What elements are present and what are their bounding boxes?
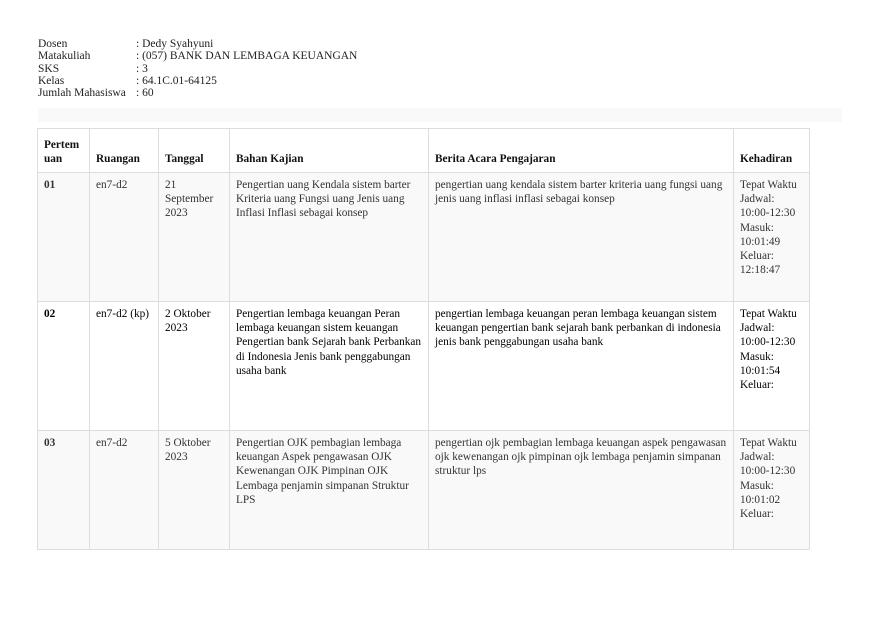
col-header-kehadiran: Kehadiran [734, 129, 810, 173]
table-row [38, 431, 810, 550]
kehadiran-status: Tepat Waktu [740, 179, 797, 191]
matakuliah-value: : (057) BANK DAN LEMBAGA KEUANGAN [136, 50, 358, 63]
header-matakuliah [38, 50, 357, 62]
cell-tanggal: 2 Oktober 2023 [159, 302, 230, 431]
col-header-ruangan: Ruangan [90, 129, 159, 173]
cell-bahan-kajian: Pengertian OJK pembagian lembaga keuangan Aspek pengawasan OJK Kewenangan OJK Pimpinan OJK Lembaga penjamin simpanan Struktur LPS [230, 431, 429, 550]
cell-kehadiran [734, 173, 810, 302]
cell-kehadiran [734, 431, 810, 550]
cell-berita-acara: pengertian uang kendala sistem barter kriteria uang fungsi uang jenis uang inflasi inflasi sebagai konsep [429, 173, 734, 302]
cell-kehadiran [734, 302, 810, 431]
jumlah-mahasiswa-value: : 60 [136, 87, 154, 100]
kehadiran-jadwal: Jadwal: 10:00-12:30 [740, 451, 796, 478]
kehadiran-masuk: Masuk: 10:01:02 [740, 479, 781, 506]
header-jumlah-mahasiswa [38, 87, 357, 99]
kehadiran-jadwal: Jadwal: 10:00-12:30 [740, 193, 796, 220]
cell-pertemuan: 02 [38, 302, 90, 431]
dosen-value: : Dedy Syahyuni [136, 38, 214, 50]
col-header-pertemuan: Pertem uan [38, 129, 90, 173]
sks-label: SKS [38, 62, 60, 75]
kehadiran-keluar: Keluar: 12:18:47 [740, 250, 781, 277]
kehadiran-keluar: Keluar: [740, 508, 774, 521]
cell-berita-acara: pengertian lembaga keuangan peran lembaga keuangan sistem keuangan pengertian bank sejarah bank perbankan di indonesia jenis bank penggabungan usaha bank [429, 302, 734, 431]
header-sks [38, 63, 357, 75]
dosen-label: Dosen [38, 38, 68, 50]
header-dosen [38, 38, 357, 50]
cell-pertemuan: 03 [38, 431, 90, 550]
sks-value: : 3 [136, 62, 148, 75]
kelas-label: Kelas [38, 74, 65, 87]
jumlah-mahasiswa-label: Jumlah Mahasiswa [38, 87, 126, 100]
cell-ruangan: en7-d2 [90, 173, 159, 302]
header-divider-band [38, 108, 842, 122]
cell-bahan-kajian: Pengertian lembaga keuangan Peran lembaga keuangan sistem keuangan Pengertian bank Sejarah bank Perbankan di Indonesia Jenis bank penggabungan usaha bank [230, 302, 429, 431]
table-row [38, 302, 810, 431]
cell-berita-acara: pengertian ojk pembagian lembaga keuangan aspek pengawasan ojk kewenangan ojk pimpinan ojk lembaga penjamin simpanan struktur lps [429, 431, 734, 550]
cell-ruangan: en7-d2 (kp) [90, 302, 159, 431]
kehadiran-masuk: Masuk: 10:01:49 [740, 221, 781, 248]
header-kelas [38, 75, 357, 87]
course-header [38, 38, 357, 99]
cell-tanggal: 21 September 2023 [159, 173, 230, 302]
cell-bahan-kajian: Pengertian uang Kendala sistem barter Kriteria uang Fungsi uang Jenis uang Inflasi Inflasi sebagai konsep [230, 173, 429, 302]
kehadiran-status: Tepat Waktu [740, 437, 797, 449]
col-header-bahan-kajian: Bahan Kajian [230, 129, 429, 173]
cell-tanggal: 5 Oktober 2023 [159, 431, 230, 550]
kehadiran-status: Tepat Waktu [740, 308, 797, 320]
table-header-row [38, 129, 810, 173]
table-row [38, 173, 810, 302]
kehadiran-masuk: Masuk: 10:01:54 [740, 350, 781, 377]
kehadiran-jadwal: Jadwal: 10:00-12:30 [740, 322, 796, 349]
cell-ruangan: en7-d2 [90, 431, 159, 550]
cell-pertemuan: 01 [38, 173, 90, 302]
kehadiran-keluar: Keluar: [740, 379, 774, 392]
col-header-berita-acara: Berita Acara Pengajaran [429, 129, 734, 173]
col-header-tanggal: Tanggal [159, 129, 230, 173]
matakuliah-label: Matakuliah [38, 50, 91, 63]
attendance-table [37, 128, 810, 550]
kelas-value: : 64.1C.01-64125 [136, 74, 217, 87]
